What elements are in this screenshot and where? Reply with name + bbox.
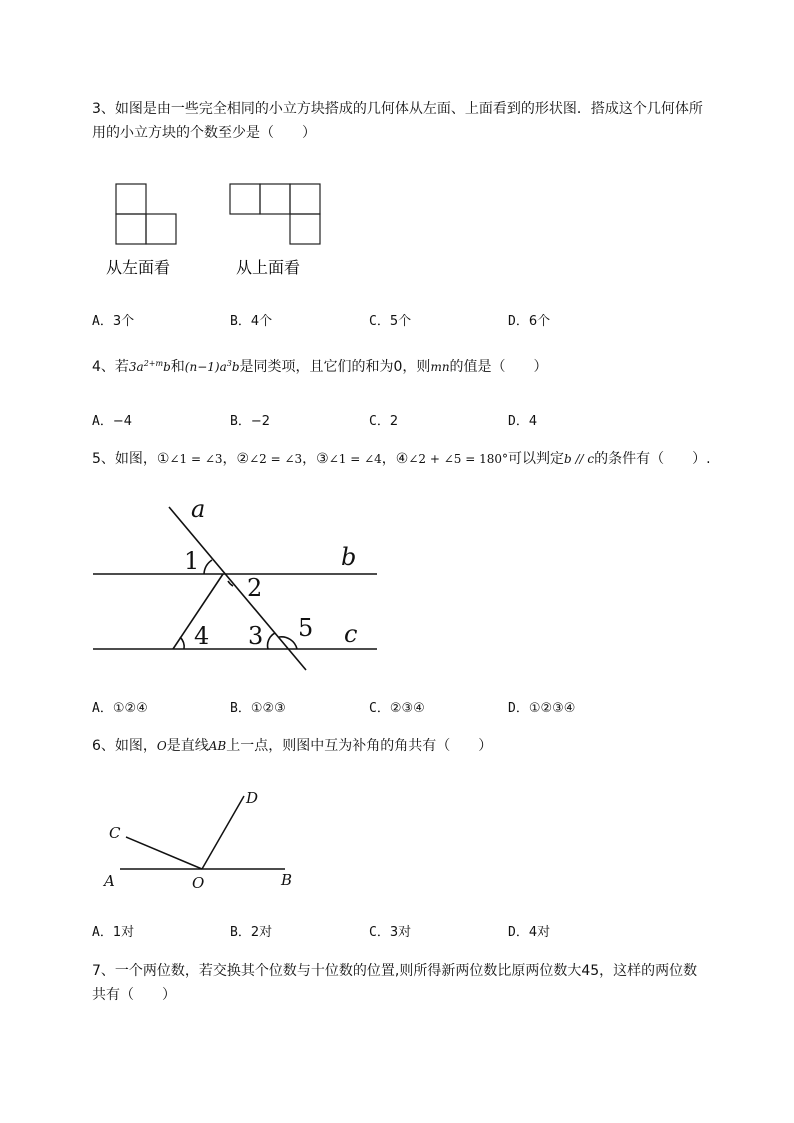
option-d[interactable]: D．①②③④ xyxy=(508,701,576,716)
label-c: c xyxy=(344,620,358,648)
option-a[interactable]: A．①②④ xyxy=(92,701,148,716)
question-7 xyxy=(92,959,737,1007)
question-6-figure xyxy=(98,782,308,897)
question-3 xyxy=(92,97,737,145)
question-5-options xyxy=(92,697,737,717)
question-3-stem-line1: 3、如图是由一些完全相同的小立方块搭成的几何体从左面、上面看到的形状图．搭成这个几何体所 xyxy=(92,101,703,117)
option-a[interactable]: A．1对 xyxy=(92,925,135,940)
question-number: 4、 xyxy=(92,359,115,375)
label-a: a xyxy=(191,495,206,523)
question-7-stem-line2: 共有（ ） xyxy=(92,987,176,1003)
angle-5-arc xyxy=(279,637,297,649)
left-view-grid xyxy=(116,184,176,244)
option-b[interactable]: B．4个 xyxy=(230,314,273,329)
label-point-a: A xyxy=(104,872,115,890)
question-3-stem-line2: 用的小立方块的个数至少是（ ） xyxy=(92,125,316,141)
question-number: 6、 xyxy=(92,738,115,754)
angle-1-arc xyxy=(204,560,212,574)
label-angle-1: 1 xyxy=(184,547,200,575)
question-5-figure xyxy=(90,495,390,680)
label-angle-4: 4 xyxy=(194,622,210,650)
question-3-figure xyxy=(104,180,344,280)
term-2: $(n-1)a^3b$ xyxy=(184,359,240,374)
option-c[interactable]: C．3对 xyxy=(369,925,412,940)
label-point-o: O xyxy=(192,874,205,892)
top-view-grid xyxy=(230,184,320,244)
mn-expression: mn xyxy=(430,360,450,374)
option-b[interactable]: B．2对 xyxy=(230,925,273,940)
line-a xyxy=(169,507,306,670)
label-point-d: D xyxy=(246,789,259,807)
option-b[interactable]: B．−2 xyxy=(230,414,270,429)
label-angle-3: 3 xyxy=(248,622,264,650)
left-view-caption: 从左面看 xyxy=(106,258,171,277)
top-view-caption: 从上面看 xyxy=(236,258,301,277)
question-4-options xyxy=(92,410,737,430)
option-a[interactable]: A．−4 xyxy=(92,414,132,429)
angle-4-arc xyxy=(180,637,184,649)
question-number: 5、 xyxy=(92,451,115,467)
question-5: 5、如图，①∠1 = ∠3，②∠2 = ∠3，③∠1 = ∠4，④∠2 + ∠5 = 180°可以判定b // c的条件有（ ）. xyxy=(92,451,711,467)
option-d[interactable]: D．4 xyxy=(508,414,538,429)
question-6-options xyxy=(92,921,737,941)
label-angle-2: 2 xyxy=(247,574,263,602)
option-a[interactable]: A．3个 xyxy=(92,314,135,329)
angle-3-arc xyxy=(268,633,275,649)
question-4: 4、若$3a^{2+m}b$和$(n-1)a^3b$是同类项，且它们的和为0，则mn的值是（ ） xyxy=(92,359,548,375)
question-3-options xyxy=(92,310,737,330)
term-1: $3a^{2+m}b$ xyxy=(128,359,171,374)
question-number: 7、 xyxy=(92,963,115,979)
question-6: 6、如图，O是直线AB上一点，则图中互为补角的角共有（ ） xyxy=(92,738,493,754)
question-number: 3、 xyxy=(92,101,115,117)
option-d[interactable]: D．6个 xyxy=(508,314,551,329)
question-7-stem-line1: 7、一个两位数，若交换其个位数与十位数的位置,则所得新两位数比原两位数大45，这样的两位数 xyxy=(92,963,698,979)
option-c[interactable]: C．②③④ xyxy=(369,701,425,716)
label-angle-5: 5 xyxy=(298,614,314,642)
option-c[interactable]: C．5个 xyxy=(369,314,412,329)
option-c[interactable]: C．2 xyxy=(369,414,399,429)
ray-oc xyxy=(126,837,202,869)
option-d[interactable]: D．4对 xyxy=(508,925,551,940)
option-b[interactable]: B．①②③ xyxy=(230,701,286,716)
label-point-b: B xyxy=(281,871,293,889)
label-b: b xyxy=(341,543,357,571)
label-point-c: C xyxy=(109,824,121,842)
ray-od xyxy=(202,796,244,869)
